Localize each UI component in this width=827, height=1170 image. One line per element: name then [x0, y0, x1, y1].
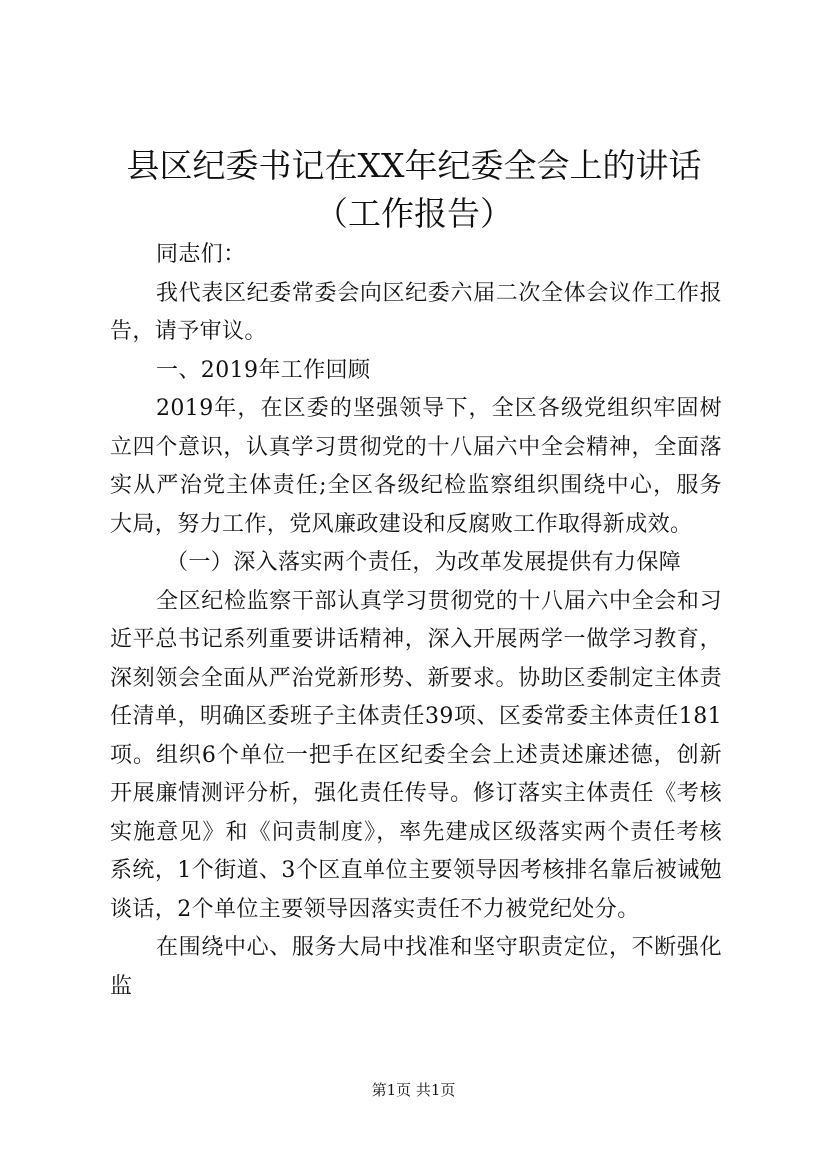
page-footer: 第1页 共1页 [371, 1081, 456, 1099]
paragraph-responsibility: 全区纪检监察干部认真学习贯彻党的十八届六中全会和习近平总书记系列重要讲话精神，深入开展两学一做学习教育，深刻领会全面从严治党新形势、新要求。协助区委制定主体责任清单，明确区委班子主体责任39项、区委常委主体责任181项。组织6个单位一把手在区纪委全会上述责述廉述德，创新开展廉情测评分析，强化责任传导。修订落实主体责任《考核实施意见》和《问责制度》，率先建成区级落实两个责任考核系统，1个街道、3个区直单位主要领导因考核排名靠后被诫勉谈话，2个单位主要领导因落实责任不力被党纪处分。 [110, 588, 722, 922]
salutation: 同志们： [156, 242, 246, 267]
document-body [110, 236, 722, 1006]
paragraph-continued: 在围绕中心、服务大局中找准和坚守职责定位，不断强化监 [110, 935, 722, 999]
paragraph-intro: 我代表区纪委常委会向区纪委六届二次全体会议作工作报告，请予审议。 [110, 280, 722, 344]
section-heading: 一、2019年工作回顾 [156, 357, 371, 383]
subsection-heading: （一）深入落实两个责任，为改革发展提供有力保障 [166, 550, 682, 575]
document-title: 县区纪委书记在XX年纪委全会上的讲话（工作报告） [126, 146, 702, 233]
paragraph-review: 2019年，在区委的坚强领导下，全区各级党组织牢固树立四个意识，认真学习贯彻党的十八届六中全会精神，全面落实从严治党主体责任;全区各级纪检监察组织围绕中心，服务大局，努力工作，党风廉政建设和反腐败工作取得新成效。 [110, 396, 722, 537]
